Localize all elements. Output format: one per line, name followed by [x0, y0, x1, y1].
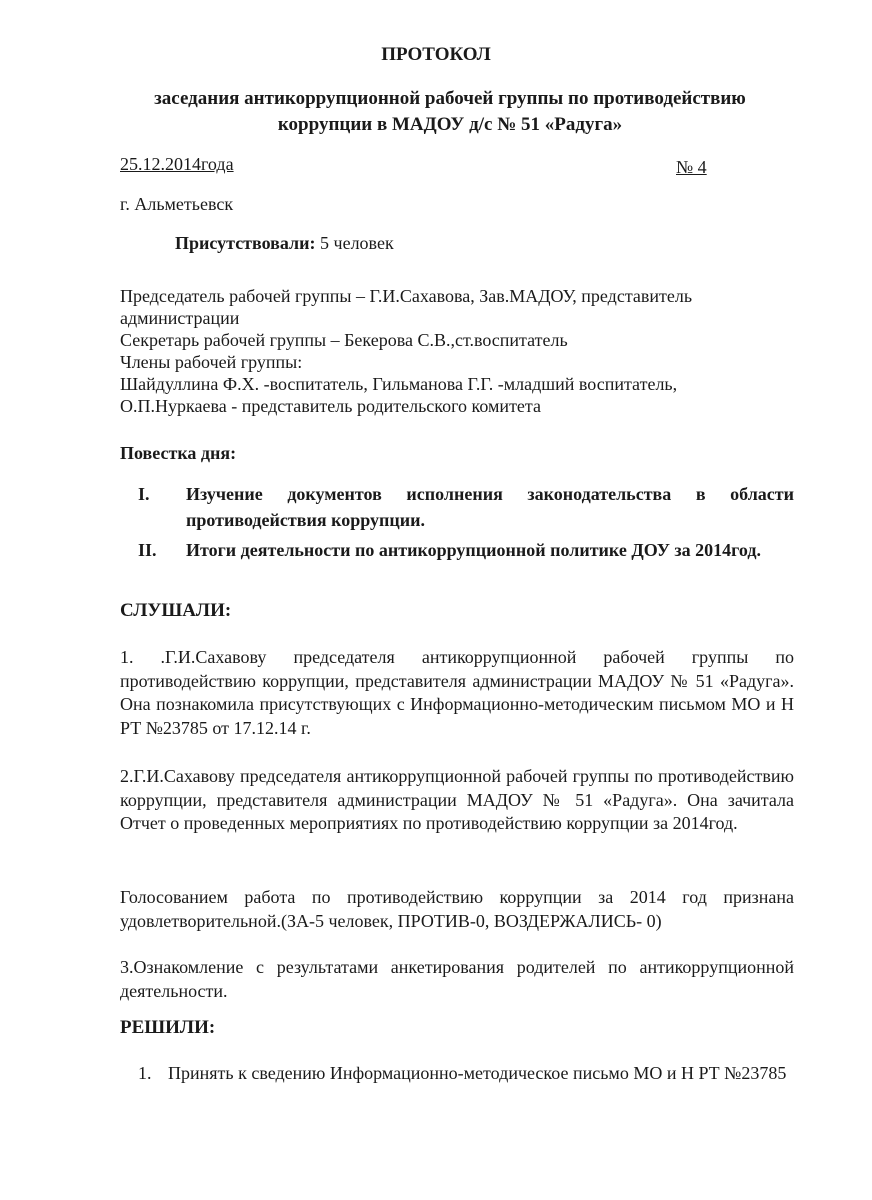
- decision-item-number: 1.: [138, 1063, 152, 1083]
- vote-result-paragraph: Голосованием работа по противодействию коррупции за 2014 год признана удовлетворительной.(ЗА-5 человек, ПРОТИВ-0, ВОЗДЕРЖАЛИСЬ- 0): [120, 887, 794, 931]
- agenda-item-text: Изучение документов исполнения законодательства в области противодействия коррупции.: [186, 484, 794, 530]
- member-line: Члены рабочей группы:: [120, 352, 303, 372]
- city: г. Альметьевск: [120, 194, 234, 214]
- document-subtitle: [110, 86, 790, 138]
- agenda-item: [138, 537, 794, 563]
- protocol-date: 25.12.2014года: [120, 154, 234, 174]
- agenda-item-text: Итоги деятельности по антикоррупционной политике ДОУ за 2014год.: [186, 540, 761, 560]
- agenda-item: [138, 481, 794, 533]
- protocol-number: № 4: [676, 157, 707, 177]
- attendance-value: 5 человек: [315, 233, 394, 253]
- heard-paragraph-1: 1. .Г.И.Сахавову председателя антикоррупционной рабочей группы по противодействию коррупции, представителя администрации МАДОУ № 51 «Радуга». Она познакомила присутствующих с Информационно-методическим письмом МО и Н РТ №23785 от 17.12.14 г.: [120, 647, 794, 738]
- decided-heading: РЕШИЛИ:: [120, 1017, 216, 1038]
- members-list: [120, 285, 800, 417]
- decision-item: [138, 1061, 794, 1085]
- attendance-label: Присутствовали:: [175, 233, 316, 253]
- subtitle-line-2: коррупции в МАДОУ д/с № 51 «Радуга»: [277, 114, 623, 135]
- document-title: ПРОТОКОЛ: [381, 44, 491, 65]
- agenda-heading: Повестка дня:: [120, 443, 237, 463]
- member-line: О.П.Нуркаева - представитель родительского комитета: [120, 396, 541, 416]
- member-line: Шайдуллина Ф.Х. -воспитатель, Гильманова Г.Г. -младший воспитатель,: [120, 374, 678, 394]
- member-line: Секретарь рабочей группы – Бекерова С.В.,ст.воспитатель: [120, 330, 568, 350]
- member-line: администрации: [120, 308, 240, 328]
- agenda-item-number: I.: [138, 484, 150, 504]
- heard-paragraph-3: 3.Ознакомление с результатами анкетирования родителей по антикоррупционной деятельности.: [120, 957, 794, 1001]
- heard-paragraph-2: 2.Г.И.Сахавову председателя антикоррупционной рабочей группы по противодействию коррупции, представителя администрации МАДОУ № 51 «Радуга». Она зачитала Отчет о проведенных мероприятиях по противодействию коррупции за 2014год.: [120, 766, 794, 833]
- agenda-item-number: II.: [138, 540, 157, 560]
- agenda-list: [138, 481, 794, 567]
- decision-item-text: Принять к сведению Информационно-методическое письмо МО и Н РТ №23785: [168, 1063, 787, 1083]
- subtitle-line-1: заседания антикоррупционной рабочей группы по противодействию: [154, 88, 746, 109]
- attendance: [175, 233, 394, 254]
- heard-heading: СЛУШАЛИ:: [120, 600, 232, 621]
- member-line: Председатель рабочей группы – Г.И.Сахавова, Зав.МАДОУ, представитель: [120, 286, 693, 306]
